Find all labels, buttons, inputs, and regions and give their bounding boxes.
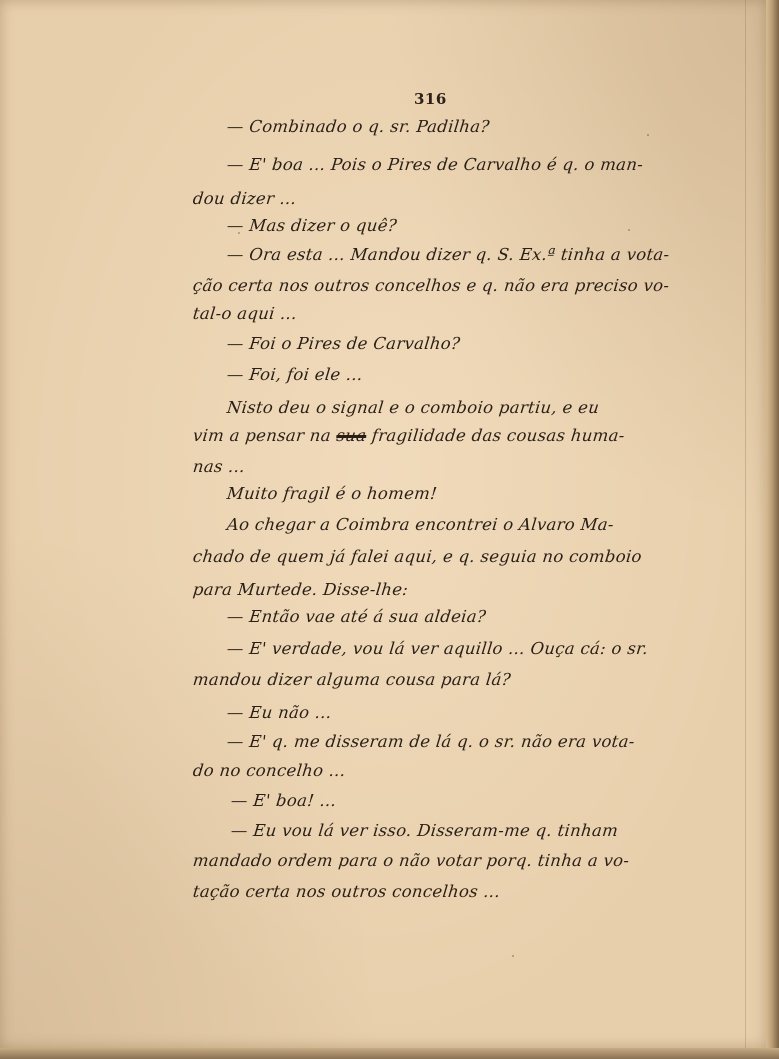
manuscript-line: — Foi o Pires de Carvalho? (226, 334, 462, 353)
manuscript-line: — Então vae até á sua aldeia? (226, 607, 488, 626)
page-fold-line (745, 0, 746, 1048)
paper-speck (647, 134, 649, 136)
manuscript-line: — Combinado o q. sr. Padilha? (226, 117, 491, 136)
manuscript-line: chado de quem já falei aqui, e q. seguia no comboio (192, 547, 643, 566)
manuscript-line: do no concelho ... (192, 761, 347, 780)
manuscript-line: Ao chegar a Coimbra encontrei o Alvaro Ma- (226, 515, 615, 534)
manuscript-line: Nisto deu o signal e o comboio partiu, e eu (226, 398, 601, 417)
manuscript-line: dou dizer ... (192, 189, 298, 208)
manuscript-line: — E' boa ... Pois o Pires de Carvalho é q. o man- (226, 155, 645, 174)
manuscript-line: — E' q. me disseram de lá q. o sr. não era vota- (226, 732, 636, 751)
manuscript-line: nas ... (192, 457, 247, 476)
page-edge-right (766, 0, 779, 1059)
manuscript-line: tal-o aqui ... (192, 304, 298, 323)
manuscript-line: — Eu vou lá ver isso. Disseram-me q. tinham (230, 821, 620, 840)
paper-speck (628, 229, 630, 231)
manuscript-line: — Mas dizer o quê? (226, 216, 398, 235)
manuscript-line: — Foi, foi ele ... (226, 365, 364, 384)
manuscript-line: tação certa nos outros concelhos ... (192, 882, 502, 901)
paper-speck (512, 955, 514, 957)
manuscript-line (192, 426, 626, 445)
manuscript-line: — E' verdade, vou lá ver aquillo ... Ouça cá: o sr. (226, 639, 650, 658)
manuscript-line: mandado ordem para o não votar porq. tinha a vo- (192, 851, 631, 870)
struck-out-word: sua (335, 426, 368, 445)
manuscript-line: — Eu não ... (226, 703, 333, 722)
manuscript-line: Muito fragil é o homem! (226, 484, 439, 503)
manuscript-line: — E' boa! ... (230, 791, 338, 810)
manuscript-line: mandou dizer alguma cousa para lá? (192, 670, 512, 689)
page-edge-bottom (0, 1048, 779, 1059)
manuscript-text: vim a pensar na (192, 426, 332, 445)
manuscript-text: fragilidade das cousas huma- (370, 426, 626, 445)
manuscript-line: — Ora esta ... Mandou dizer q. S. Ex.ª tinha a vota- (226, 245, 671, 264)
manuscript-line: para Murtede. Disse-lhe: (192, 580, 410, 599)
manuscript-line: ção certa nos outros concelhos e q. não era preciso vo- (192, 276, 671, 295)
page-number: 316 (414, 90, 447, 108)
